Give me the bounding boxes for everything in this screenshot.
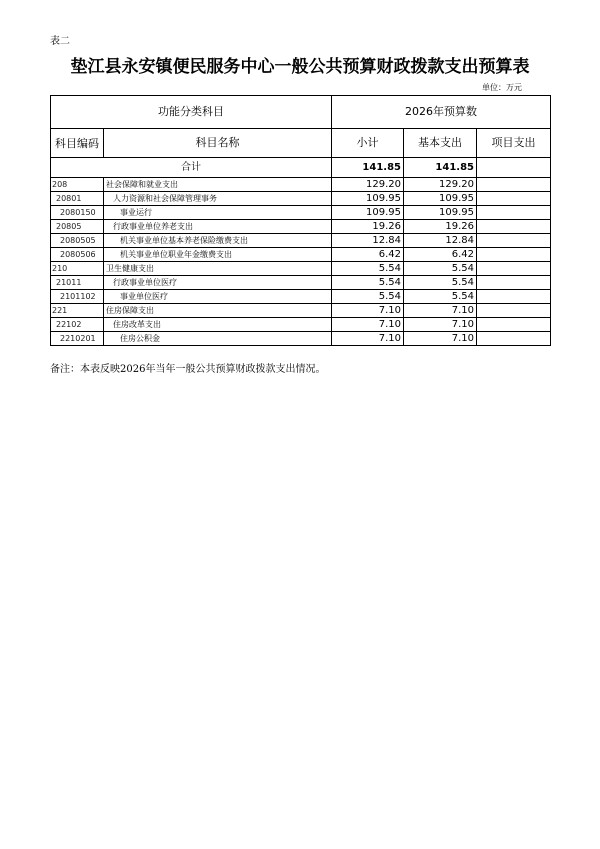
row-basic: 5.54 <box>404 262 477 276</box>
row-subtotal: 5.54 <box>332 276 404 290</box>
row-basic: 5.54 <box>404 276 477 290</box>
row-name: 行政事业单位养老支出 <box>104 220 332 234</box>
footnote: 备注：本表反映2026年当年一般公共预算财政拨款支出情况。 <box>50 364 326 375</box>
row-name: 住房保障支出 <box>104 304 332 318</box>
unit-label: 单位：万元 <box>482 83 522 92</box>
header-row-1 <box>51 96 551 129</box>
row-name: 人力资源和社会保障管理事务 <box>104 192 332 206</box>
table-row <box>51 248 551 262</box>
total-project <box>477 158 551 178</box>
row-subtotal: 129.20 <box>332 178 404 192</box>
header-name: 科目名称 <box>104 129 332 158</box>
row-subtotal: 6.42 <box>332 248 404 262</box>
row-basic: 7.10 <box>404 304 477 318</box>
row-project <box>477 192 551 206</box>
table-row <box>51 276 551 290</box>
row-code: 208 <box>51 178 104 192</box>
row-project <box>477 206 551 220</box>
header-function-class: 功能分类科目 <box>51 96 332 129</box>
table-row <box>51 290 551 304</box>
row-subtotal: 7.10 <box>332 318 404 332</box>
row-basic: 12.84 <box>404 234 477 248</box>
row-name: 行政事业单位医疗 <box>104 276 332 290</box>
row-basic: 129.20 <box>404 178 477 192</box>
row-subtotal: 7.10 <box>332 332 404 346</box>
row-code: 2210201 <box>51 332 104 346</box>
total-basic: 141.85 <box>404 158 477 178</box>
header-code: 科目编码 <box>51 129 104 158</box>
row-name: 机关事业单位基本养老保险缴费支出 <box>104 234 332 248</box>
row-project <box>477 332 551 346</box>
table-row <box>51 332 551 346</box>
row-project <box>477 276 551 290</box>
row-basic: 109.95 <box>404 206 477 220</box>
row-subtotal: 109.95 <box>332 206 404 220</box>
total-subtotal: 141.85 <box>332 158 404 178</box>
row-basic: 6.42 <box>404 248 477 262</box>
row-code: 210 <box>51 262 104 276</box>
row-subtotal: 5.54 <box>332 262 404 276</box>
row-name: 机关事业单位职业年金缴费支出 <box>104 248 332 262</box>
row-name: 事业单位医疗 <box>104 290 332 304</box>
row-project <box>477 262 551 276</box>
row-code: 20805 <box>51 220 104 234</box>
header-budget-year: 2026年预算数 <box>332 96 551 129</box>
table-row <box>51 304 551 318</box>
row-project <box>477 304 551 318</box>
row-basic: 109.95 <box>404 192 477 206</box>
row-basic: 19.26 <box>404 220 477 234</box>
table-row <box>51 192 551 206</box>
header-project: 项目支出 <box>477 129 551 158</box>
row-name: 住房公积金 <box>104 332 332 346</box>
row-subtotal: 12.84 <box>332 234 404 248</box>
row-name: 住房改革支出 <box>104 318 332 332</box>
row-name: 社会保障和就业支出 <box>104 178 332 192</box>
row-project <box>477 178 551 192</box>
header-row-2 <box>51 129 551 158</box>
header-subtotal: 小计 <box>332 129 404 158</box>
row-basic: 7.10 <box>404 318 477 332</box>
table-row <box>51 178 551 192</box>
header-basic: 基本支出 <box>404 129 477 158</box>
row-project <box>477 290 551 304</box>
row-subtotal: 5.54 <box>332 290 404 304</box>
table-number-label: 表二 <box>50 36 70 47</box>
row-code: 21011 <box>51 276 104 290</box>
row-subtotal: 19.26 <box>332 220 404 234</box>
row-code: 221 <box>51 304 104 318</box>
row-project <box>477 318 551 332</box>
row-basic: 5.54 <box>404 290 477 304</box>
row-project <box>477 234 551 248</box>
row-code: 22102 <box>51 318 104 332</box>
row-code: 2080506 <box>51 248 104 262</box>
row-code: 2080505 <box>51 234 104 248</box>
row-name: 卫生健康支出 <box>104 262 332 276</box>
table-row <box>51 220 551 234</box>
page-title: 垫江县永安镇便民服务中心一般公共预算财政拨款支出预算表 <box>70 57 530 77</box>
row-name: 事业运行 <box>104 206 332 220</box>
row-subtotal: 7.10 <box>332 304 404 318</box>
total-row <box>51 158 551 178</box>
row-basic: 7.10 <box>404 332 477 346</box>
budget-table <box>50 95 551 346</box>
total-label: 合计 <box>51 158 332 178</box>
row-subtotal: 109.95 <box>332 192 404 206</box>
table-row <box>51 234 551 248</box>
table-row <box>51 318 551 332</box>
row-code: 2080150 <box>51 206 104 220</box>
row-project <box>477 248 551 262</box>
row-project <box>477 220 551 234</box>
table-row <box>51 262 551 276</box>
table-row <box>51 206 551 220</box>
row-code: 2101102 <box>51 290 104 304</box>
row-code: 20801 <box>51 192 104 206</box>
